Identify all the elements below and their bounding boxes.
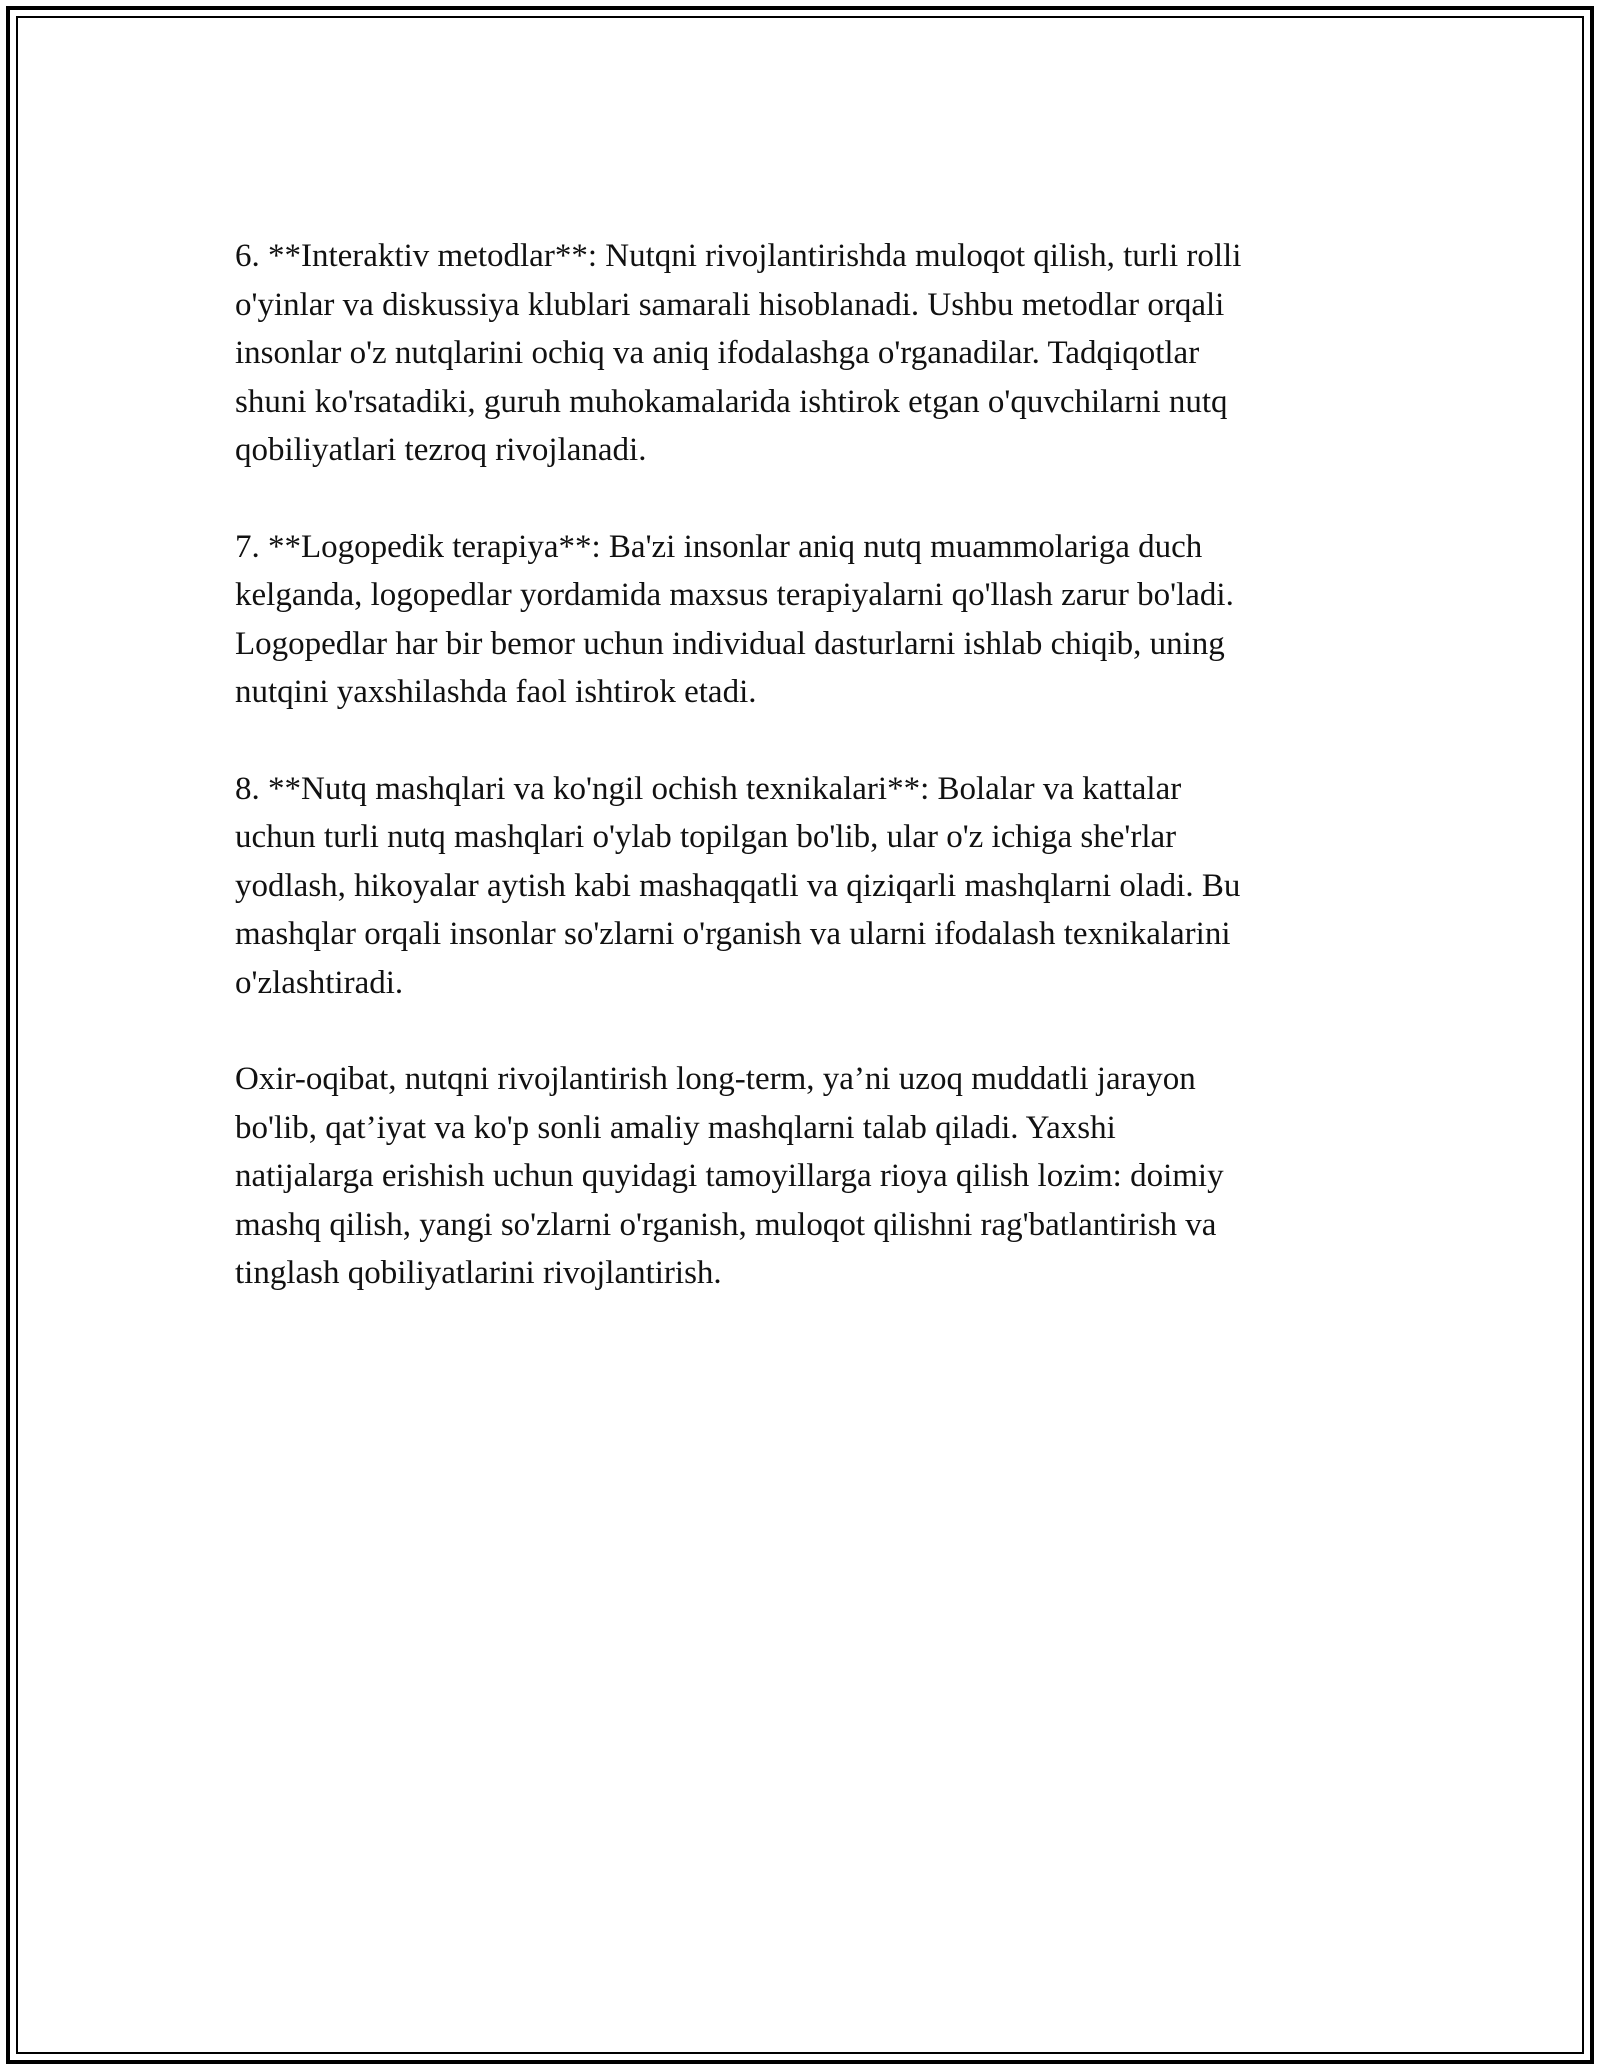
paragraph-nutq-mashqlari: 8. **Nutq mashqlari va ko'ngil ochish texnikalari**: Bolalar va kattalar uchun turli nutq mashqlari o'ylab topilgan bo'lib, ular o'z ichiga she'rlar yodlash, hikoyalar aytish kabi mashaqqatli va qiziqarli mashqlarni oladi. Bu mashqlar orqali insonlar so'zlarni o'rganish va ularni ifodalash texnikalarini o'zlashtiradi. xyxy=(235,770,1241,1001)
paragraph-interaktiv-metodlar: 6. **Interaktiv metodlar**: Nutqni rivojlantirishda muloqot qilish, turli rolli o'yinlar va diskussiya klublari samarali hisoblanadi. Ushbu metodlar orqali insonlar o'z nutqlarini ochiq va aniq ifodalashga o'rganadilar. Tadqiqotlar shuni ko'rsatadiki, guruh muhokamalarida ishtirok etgan o'quvchilarni nutq qobiliyatlari tezroq rivojlanadi. xyxy=(235,238,1242,468)
document-body xyxy=(235,232,1365,1346)
paragraph-logopedik-terapiya: 7. **Logopedik terapiya**: Ba'zi insonlar aniq nutq muammolariga duch kelganda, logopedlar yordamida maxsus terapiyalarni qo'llash zarur bo'ladi. Logopedlar har bir bemor uchun individual dasturlarni ishlab chiqib, uning nutqini yaxshilashda faol ishtirok etadi. xyxy=(235,528,1234,710)
paragraph-conclusion: Oxir-oqibat, nutqni rivojlantirish long-term, ya’ni uzoq muddatli jarayon bo'lib, qat’iyat va ko'p sonli amaliy mashqlarni talab qiladi. Yaxshi natijalarga erishish uchun quyidagi tamoyillarga rioya qilish lozim: doimiy mashq qilish, yangi so'zlarni o'rganish, muloqot qilishni rag'batlantirish va tinglash qobiliyatlarini rivojlantirish. xyxy=(235,1061,1224,1291)
